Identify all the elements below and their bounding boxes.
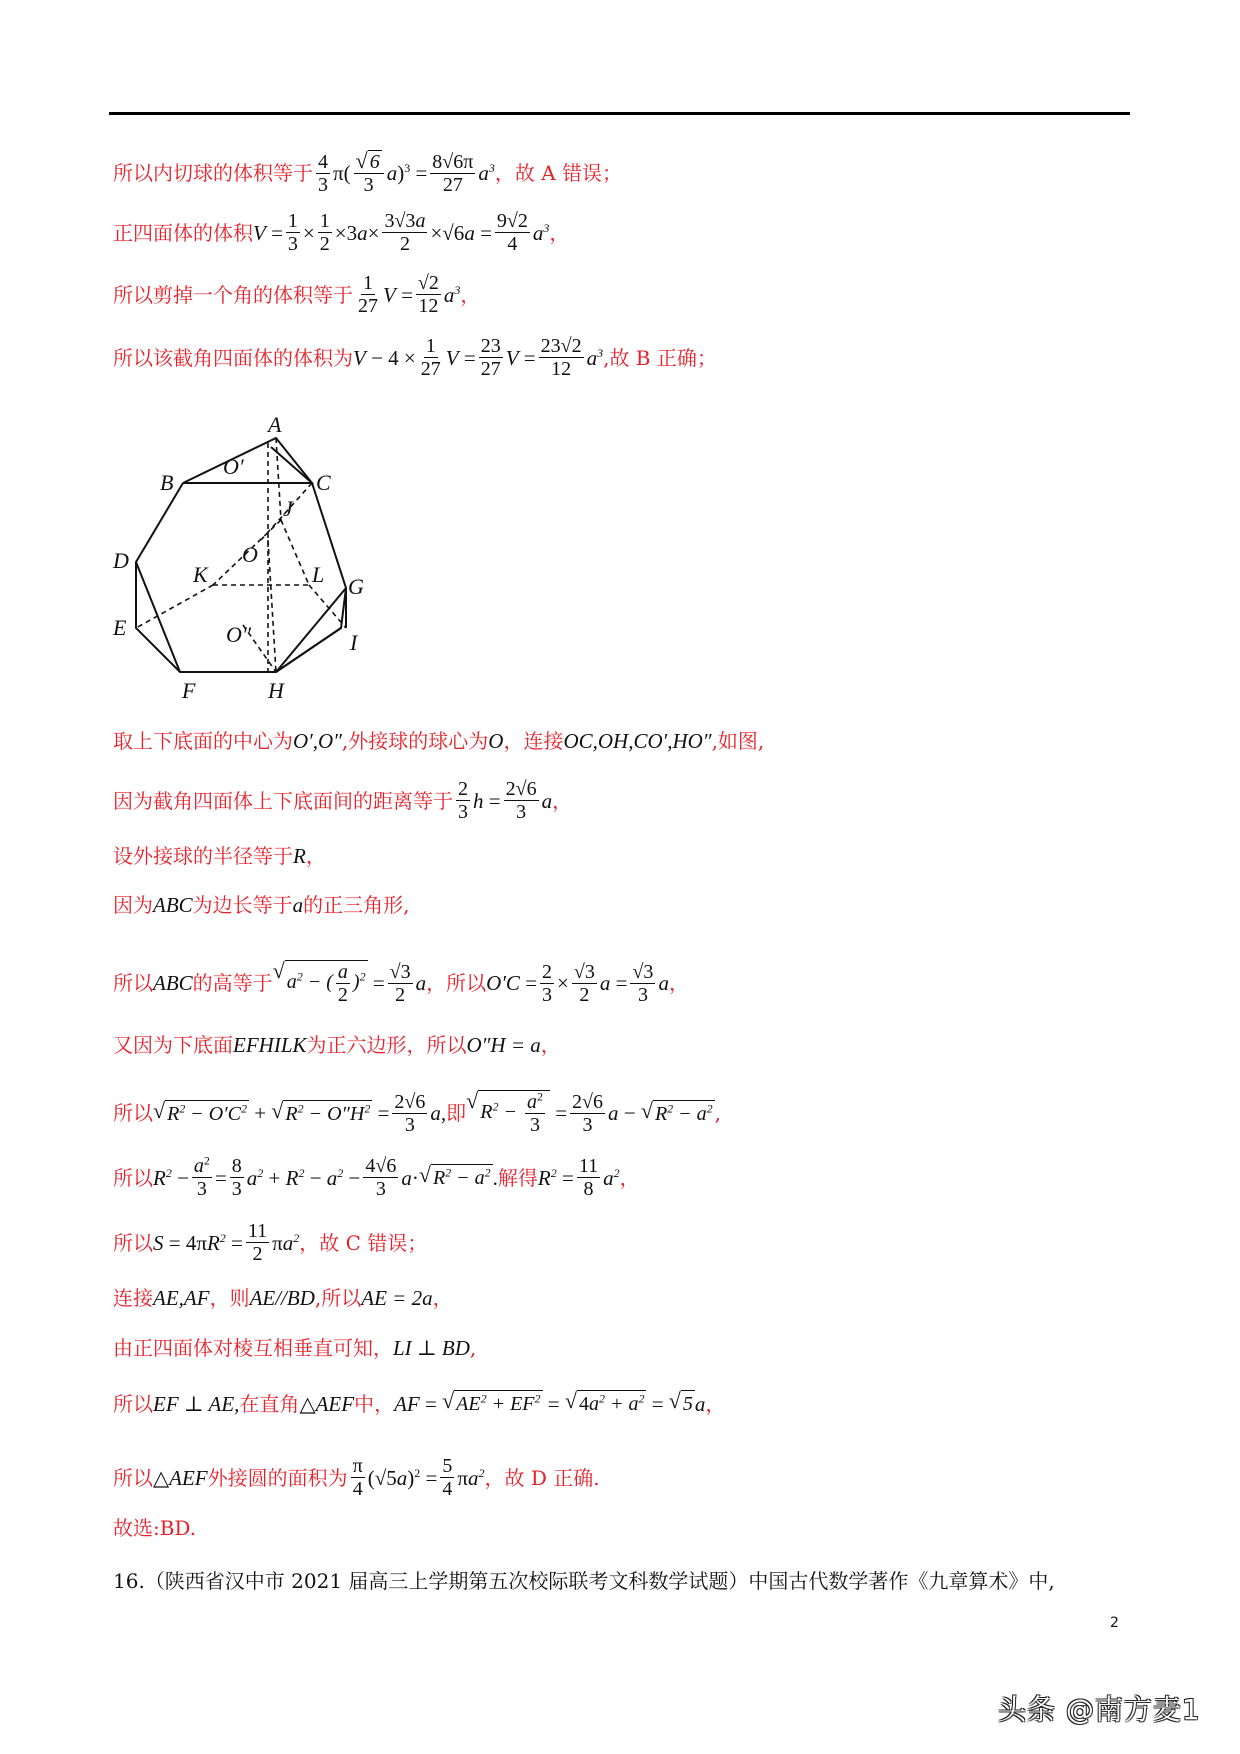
line-text: 在直角 — [239, 1391, 300, 1416]
math: △AEF — [299, 1391, 355, 1416]
line-text: 所以 — [113, 1101, 153, 1125]
solution-line-13: 所以 S = 4π $R^2$ = $\frac{11}{2}$ π $a^2$ ，故 C 错误； — [113, 1220, 428, 1265]
line-text: 外接圆的面积为 — [207, 1465, 348, 1490]
math: △AEF — [153, 1465, 208, 1490]
line-suffix: ， — [705, 1391, 726, 1416]
line-text: 因为 — [113, 893, 153, 917]
label-B: B — [160, 470, 174, 495]
line-suffix: ,故 B 正确； — [603, 345, 717, 370]
label-H: H — [268, 678, 284, 703]
solution-line-7 — [113, 843, 326, 869]
line-text: 取上下底面的中心为 — [113, 729, 293, 753]
solution-line-6: 因为截角四面体上下底面间的距离等于 $\frac{2}{3}$ h = $\frac{2√6}{3}$ a ， — [113, 778, 573, 823]
solution-line-3: 所以剪掉一个角的体积等于 $\frac{1}{27}$ V = $\frac{√2}{12}$ $a^3$ ， — [113, 272, 481, 317]
solution-line-4: 所以该截角四面体的体积为 V − 4 × $\frac{1}{27}$ V = $\frac{23}{27}$ V = $\frac{23√2}{12}$ $a^3$ ,故 B 正确； — [113, 335, 717, 380]
line-text: 正四面体的体积 — [113, 220, 253, 245]
line-text: ，所以 — [426, 971, 487, 995]
line-text: 连接 — [113, 1286, 153, 1310]
label-A: A — [268, 412, 282, 437]
line-suffix: ， — [432, 1286, 453, 1310]
solution-line-9: 所以 ABC 的高等于 √ $a^2$ − ( $\frac{a}{2}$ )$^2$ = $\frac{√3}{2}$ a ，所以 O′C = $\frac{2}{3}$ × $\frac{√3}{2}$ a = $\frac{√3}{3}$ a ， — [113, 958, 689, 1006]
solution-line-11: 所以 √ $R^2 - O'C^2$ + √ $R^2 - O''H^2$ = $\frac{2√6}{3}$ a, 即 √ $R^2$ − $\frac{a^2}{3}$ = $\frac{2√6}{3}$ a − √ $R^2 - a^2$ , — [113, 1088, 722, 1136]
line-text: 设外接球的半径等于 — [113, 844, 293, 868]
line-text: ,外接球的球心为 — [341, 729, 489, 753]
solution-line-1: 所以内切球的体积等于 $\frac{4}{3}$ π( √ 6 3 a )$^3$ = $\frac{8√6\pi}{27}$ $a^3$ ，故 A 错误； — [113, 148, 623, 196]
line-suffix: , — [714, 1101, 722, 1125]
label-F: F — [182, 678, 196, 703]
solution-line-12: 所以 $R^2$ − $\frac{a^2}{3}$ = $\frac{8}{3}$ $a^2$ + $R^2$ − $a^2$ − $\frac{4√6}{3}$ a · √ $R^2 - a^2$ . 解得 $R^2$ = $\frac{11}{8}$ $a^2$ ， — [113, 1153, 640, 1200]
label-O-double-prime: O″ — [226, 622, 252, 647]
line-suffix: ， — [460, 282, 481, 307]
line-text: 所以 — [113, 1165, 153, 1190]
line-text: 为边长等于 — [192, 893, 293, 917]
line-text: 即 — [446, 1101, 467, 1125]
answer-conclusion: 故选:BD. — [113, 1516, 197, 1540]
label-C: C — [316, 470, 331, 495]
label-L: L — [312, 562, 325, 587]
line-text: 解得 — [497, 1165, 538, 1190]
line-text: 为正六边形，所以 — [306, 1033, 467, 1057]
label-G: G — [348, 574, 364, 599]
line-text: 的高等于 — [192, 971, 273, 995]
solution-line-18 — [113, 1515, 196, 1541]
math: a — [292, 893, 304, 917]
math: O′,O″ — [293, 729, 342, 753]
line-text: 所以 — [113, 971, 153, 995]
line-text: ，连接 — [503, 729, 564, 753]
solution-line-17: 所以 △AEF 外接圆的面积为 $\frac{\pi}{4}$ (√5 a )$^2$ = $\frac{5}{4}$ π $a^2$ ，故 D 正确. — [113, 1455, 600, 1500]
next-question — [113, 1565, 1055, 1594]
line-text: 又因为下底面 — [113, 1033, 233, 1057]
line-text: 所以 — [113, 1465, 153, 1490]
line-text: 中， — [354, 1391, 395, 1416]
solution-line-8 — [113, 892, 410, 918]
page-number: 2 — [1110, 1615, 1119, 1631]
question-number: 16. — [113, 1569, 145, 1593]
math: AE,AF — [153, 1286, 210, 1310]
question-text: （陕西省汉中市 2021 届高三上学期第五次校际联考文科数学试题）中国古代数学著作《九章算术》中, — [144, 1569, 1055, 1593]
line-suffix: ， — [540, 1033, 561, 1057]
line-text: 因为截角四面体上下底面间的距离等于 — [113, 788, 453, 813]
line-suffix: ， — [305, 844, 326, 868]
label-I: I — [350, 630, 358, 655]
line-suffix: 的正三角形, — [303, 893, 410, 917]
solution-line-15 — [113, 1335, 476, 1361]
line-suffix: , — [469, 1336, 477, 1360]
line-text: 所以该截角四面体的体积为 — [113, 345, 353, 370]
label-D: D — [113, 548, 129, 573]
line-suffix: ，故 C 错误； — [299, 1230, 428, 1255]
line-suffix: ，故 A 错误； — [494, 161, 623, 185]
line-text: 所以 — [113, 1230, 153, 1255]
solution-line-16: 所以 EF ⊥ AE, 在直角 △AEF 中， AF = √ $AE^2 + EF^2$ = √ $4a^2 + a^2$ = √ 5 a ， — [113, 1388, 726, 1416]
solution-line-2: 正四面体的体积 V = $\frac{1}{3}$ × $\frac{1}{2}$ ×3 a × $\frac{3√3a}{2}$ ×√6 a = $\frac{9√2}{4}$ $a^3$ ， — [113, 210, 570, 255]
line-text: 由正四面体对棱互相垂直可知， — [113, 1336, 393, 1360]
line-suffix: ， — [619, 1165, 640, 1190]
line-suffix: ，故 D 正确. — [484, 1465, 600, 1490]
math: EF ⊥ AE, — [153, 1391, 240, 1416]
solution-line-5 — [113, 728, 764, 754]
math: ABC — [153, 893, 193, 917]
math: R — [293, 844, 306, 868]
math: AE = 2a — [361, 1286, 433, 1310]
label-K: K — [193, 562, 208, 587]
label-E: E — [113, 615, 127, 640]
line-suffix: ， — [549, 220, 570, 245]
math: AE//BD — [249, 1286, 315, 1310]
line-text: ，则 — [209, 1286, 250, 1310]
line-text: ,所以 — [314, 1286, 362, 1310]
label-O-prime: O′ — [223, 454, 244, 479]
solution-line-10 — [113, 1032, 561, 1058]
watermark: 头条 @南方麦1 — [998, 1693, 1201, 1726]
label-J: J — [283, 496, 293, 521]
math: O″H = a — [466, 1033, 541, 1057]
line-suffix: ， — [668, 971, 689, 995]
math: EFHILK — [233, 1033, 307, 1057]
line-text: 所以 — [113, 1391, 153, 1416]
line-suffix: ， — [552, 788, 573, 813]
line-text: 所以剪掉一个角的体积等于 — [113, 282, 353, 307]
solution-line-14 — [113, 1285, 453, 1311]
truncated-tetrahedron-diagram — [108, 410, 408, 710]
line-suffix: ,如图, — [711, 729, 765, 753]
line-text: 所以内切球的体积等于 — [113, 161, 313, 185]
math: OC,OH,CO′,HO″ — [563, 729, 712, 753]
header-rule — [109, 112, 1130, 115]
math: LI ⊥ BD — [393, 1336, 470, 1360]
math: ABC — [153, 971, 193, 995]
math: O — [488, 729, 504, 753]
label-O: O — [242, 542, 258, 567]
